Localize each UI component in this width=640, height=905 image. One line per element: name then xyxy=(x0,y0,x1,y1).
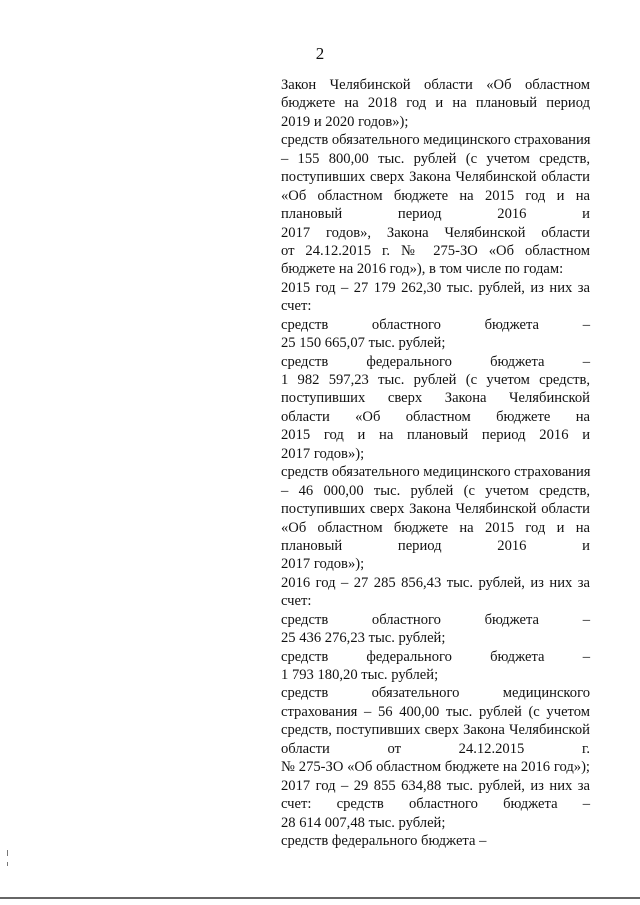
text-line: средств областного бюджета – xyxy=(281,316,590,333)
text-line: поступивших сверх Закона Челябинской области xyxy=(281,501,590,518)
text-line: счет: xyxy=(281,298,312,315)
text-line: 1 793 180,20 тыс. рублей; xyxy=(281,667,439,683)
text-line: 25 436 276,23 тыс. рублей; xyxy=(281,630,446,647)
text-line: 2015 год – 27 179 262,30 тыс. рублей, из них за xyxy=(281,279,590,296)
text-line: 2015 год и на плановый период 2016 и xyxy=(281,427,590,444)
page-number: 2 xyxy=(315,44,325,63)
text-line: счет: xyxy=(281,593,312,610)
text-line: № 275-ЗО «Об областном бюджете на 2016 год»); xyxy=(281,759,590,776)
text-line: 2017 год – 29 855 634,88 тыс. рублей, из них за xyxy=(281,777,590,794)
text-line: «Об областном бюджете на 2015 год и на xyxy=(281,519,590,536)
text-line: 2017 годов»); xyxy=(281,556,365,573)
text-line: 1 982 597,23 тыс. рублей (с учетом средств, xyxy=(281,372,590,388)
text-line: плановый период 2016 и xyxy=(281,206,590,223)
scan-bottom-edge xyxy=(0,897,640,899)
scan-margin-mark xyxy=(7,862,8,866)
text-line: поступивших сверх Закона Челябинской области xyxy=(281,169,590,186)
text-line: области «Об областном бюджете на xyxy=(281,408,590,425)
scan-margin-mark xyxy=(7,850,8,856)
text-line: поступивших сверх Закона Челябинской xyxy=(281,390,590,407)
text-line: от 24.12.2015 г. № 275-ЗО «Об областном xyxy=(281,242,590,259)
text-line: 28 614 007,48 тыс. рублей; xyxy=(281,814,446,831)
text-line: средств федерального бюджета – xyxy=(281,832,487,849)
text-line: средств федерального бюджета – xyxy=(281,353,590,370)
text-line: – 155 800,00 тыс. рублей (с учетом средств, xyxy=(281,150,590,167)
text-line: средств обязательного медицинского страхования xyxy=(281,132,591,149)
text-line: счет: средств областного бюджета – xyxy=(281,796,590,813)
text-line: страхования – 56 400,00 тыс. рублей (с учетом xyxy=(281,703,590,720)
text-line: 2019 и 2020 годов»); xyxy=(281,113,409,130)
text-line: – 46 000,00 тыс. рублей (с учетом средств, xyxy=(281,482,590,499)
text-line: средств федерального бюджета – xyxy=(281,648,590,665)
text-line: средств, поступивших сверх Закона Челябинской xyxy=(281,722,590,739)
text-line: «Об областном бюджете на 2015 год и на xyxy=(281,187,590,204)
text-line: 2017 годов», Закона Челябинской области xyxy=(281,224,590,241)
text-line: средств областного бюджета – xyxy=(281,611,590,628)
text-line: средств обязательного медицинского xyxy=(281,685,590,702)
document-body xyxy=(281,76,590,850)
text-line: Закон Челябинской области «Об областном xyxy=(281,77,590,93)
text-line: бюджете на 2016 год»), в том числе по годам: xyxy=(281,261,564,278)
text-line: плановый период 2016 и xyxy=(281,537,590,554)
text-line: 2016 год – 27 285 856,43 тыс. рублей, из них за xyxy=(281,574,590,591)
text-line: средств обязательного медицинского страхования xyxy=(281,464,591,481)
text-line: 25 150 665,07 тыс. рублей; xyxy=(281,335,446,352)
text-line: 2017 годов»); xyxy=(281,445,365,462)
text-line: бюджете на 2018 год и на плановый период xyxy=(281,95,590,112)
text-line: области от 24.12.2015 г. xyxy=(281,740,590,757)
